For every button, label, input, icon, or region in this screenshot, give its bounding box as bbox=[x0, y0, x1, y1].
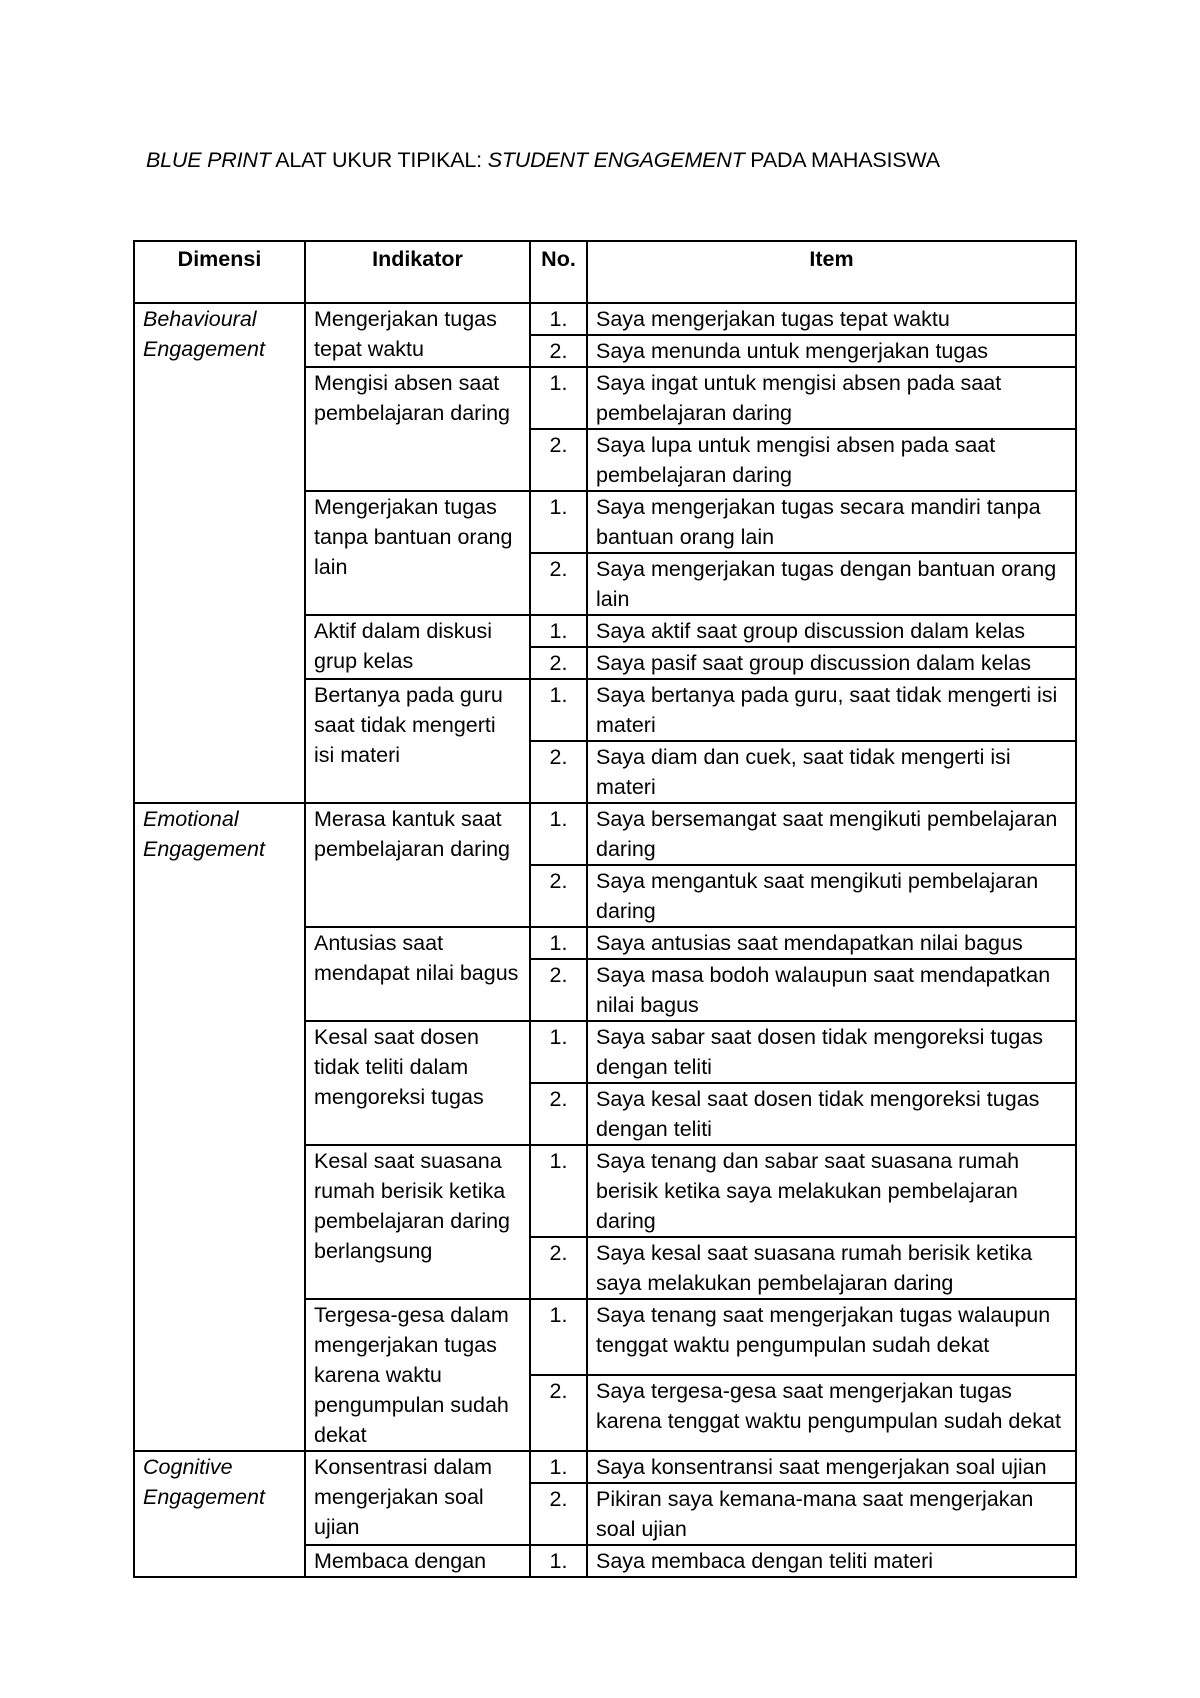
indicator-cell: Mengerjakan tugas tepat waktu bbox=[305, 303, 530, 367]
item-text: Pikiran saya kemana-mana saat mengerjakan soal ujian bbox=[587, 1483, 1076, 1545]
dimension-cell: Behavioural Engagement bbox=[134, 303, 305, 803]
item-text: Saya antusias saat mendapatkan nilai bagus bbox=[587, 927, 1076, 959]
item-number: 2. bbox=[530, 1483, 587, 1545]
item-text: Saya sabar saat dosen tidak mengoreksi tugas dengan teliti bbox=[587, 1021, 1076, 1083]
indicator-cell: Mengerjakan tugas tanpa bantuan orang lain bbox=[305, 491, 530, 615]
item-text: Saya bersemangat saat mengikuti pembelajaran daring bbox=[587, 803, 1076, 865]
title-part-3: STUDENT ENGAGEMENT bbox=[487, 148, 745, 172]
table-row bbox=[134, 1451, 1076, 1483]
item-number: 1. bbox=[530, 1145, 587, 1237]
indicator-cell: Aktif dalam diskusi grup kelas bbox=[305, 615, 530, 679]
item-number: 2. bbox=[530, 959, 587, 1021]
item-text: Saya pasif saat group discussion dalam kelas bbox=[587, 647, 1076, 679]
item-text: Saya masa bodoh walaupun saat mendapatkan nilai bagus bbox=[587, 959, 1076, 1021]
document-title bbox=[146, 148, 940, 173]
item-number: 1. bbox=[530, 679, 587, 741]
item-text: Saya tergesa-gesa saat mengerjakan tugas karena tenggat waktu pengumpulan sudah dekat bbox=[587, 1375, 1076, 1451]
indicator-cell: Mengisi absen saat pembelajaran daring bbox=[305, 367, 530, 491]
item-number: 1. bbox=[530, 1021, 587, 1083]
item-text: Saya ingat untuk mengisi absen pada saat pembelajaran daring bbox=[587, 367, 1076, 429]
item-number: 2. bbox=[530, 429, 587, 491]
item-text: Saya membaca dengan teliti materi bbox=[587, 1545, 1076, 1577]
item-text: Saya tenang dan sabar saat suasana rumah berisik ketika saya melakukan pembelajaran daring bbox=[587, 1145, 1076, 1237]
table-row bbox=[134, 303, 1076, 335]
title-part-2: ALAT UKUR TIPIKAL: bbox=[270, 148, 488, 172]
item-number: 1. bbox=[530, 367, 587, 429]
item-number: 1. bbox=[530, 1299, 587, 1375]
indicator-cell: Membaca dengan bbox=[305, 1545, 530, 1577]
item-number: 1. bbox=[530, 1545, 587, 1577]
item-number: 2. bbox=[530, 647, 587, 679]
indicator-cell: Antusias saat mendapat nilai bagus bbox=[305, 927, 530, 1021]
item-text: Saya aktif saat group discussion dalam kelas bbox=[587, 615, 1076, 647]
dimension-cell: Cognitive Engagement bbox=[134, 1451, 305, 1577]
item-number: 1. bbox=[530, 303, 587, 335]
blueprint-table bbox=[133, 240, 1077, 1578]
indicator-cell: Bertanya pada guru saat tidak mengerti isi materi bbox=[305, 679, 530, 803]
item-text: Saya kesal saat dosen tidak mengoreksi tugas dengan teliti bbox=[587, 1083, 1076, 1145]
item-number: 2. bbox=[530, 865, 587, 927]
indicator-cell: Merasa kantuk saat pembelajaran daring bbox=[305, 803, 530, 927]
item-text: Saya tenang saat mengerjakan tugas walaupun tenggat waktu pengumpulan sudah dekat bbox=[587, 1299, 1076, 1375]
table-header-row bbox=[134, 241, 1076, 303]
item-text: Saya mengerjakan tugas dengan bantuan orang lain bbox=[587, 553, 1076, 615]
item-number: 1. bbox=[530, 1451, 587, 1483]
indicator-cell: Konsentrasi dalam mengerjakan soal ujian bbox=[305, 1451, 530, 1545]
item-number: 1. bbox=[530, 615, 587, 647]
item-number: 2. bbox=[530, 553, 587, 615]
item-text: Saya lupa untuk mengisi absen pada saat pembelajaran daring bbox=[587, 429, 1076, 491]
item-text: Saya mengerjakan tugas secara mandiri tanpa bantuan orang lain bbox=[587, 491, 1076, 553]
indicator-cell: Kesal saat suasana rumah berisik ketika pembelajaran daring berlangsung bbox=[305, 1145, 530, 1299]
title-part-4: PADA MAHASISWA bbox=[744, 148, 940, 172]
item-number: 2. bbox=[530, 741, 587, 803]
item-number: 2. bbox=[530, 1237, 587, 1299]
header-item: Item bbox=[587, 241, 1076, 303]
indicator-cell: Tergesa-gesa dalam mengerjakan tugas karena waktu pengumpulan sudah dekat bbox=[305, 1299, 530, 1451]
title-part-1: BLUE PRINT bbox=[146, 148, 271, 172]
item-text: Saya diam dan cuek, saat tidak mengerti isi materi bbox=[587, 741, 1076, 803]
item-number: 2. bbox=[530, 1083, 587, 1145]
item-text: Saya mengerjakan tugas tepat waktu bbox=[587, 303, 1076, 335]
item-text: Saya konsentransi saat mengerjakan soal ujian bbox=[587, 1451, 1076, 1483]
dimension-cell: Emotional Engagement bbox=[134, 803, 305, 1451]
item-number: 2. bbox=[530, 335, 587, 367]
item-number: 1. bbox=[530, 491, 587, 553]
item-number: 1. bbox=[530, 927, 587, 959]
item-text: Saya menunda untuk mengerjakan tugas bbox=[587, 335, 1076, 367]
item-text: Saya mengantuk saat mengikuti pembelajaran daring bbox=[587, 865, 1076, 927]
header-dimensi: Dimensi bbox=[134, 241, 305, 303]
item-text: Saya bertanya pada guru, saat tidak mengerti isi materi bbox=[587, 679, 1076, 741]
item-number: 1. bbox=[530, 803, 587, 865]
item-text: Saya kesal saat suasana rumah berisik ketika saya melakukan pembelajaran daring bbox=[587, 1237, 1076, 1299]
item-number: 2. bbox=[530, 1375, 587, 1451]
header-no: No. bbox=[530, 241, 587, 303]
header-indikator: Indikator bbox=[305, 241, 530, 303]
table-row bbox=[134, 803, 1076, 865]
indicator-cell: Kesal saat dosen tidak teliti dalam mengoreksi tugas bbox=[305, 1021, 530, 1145]
